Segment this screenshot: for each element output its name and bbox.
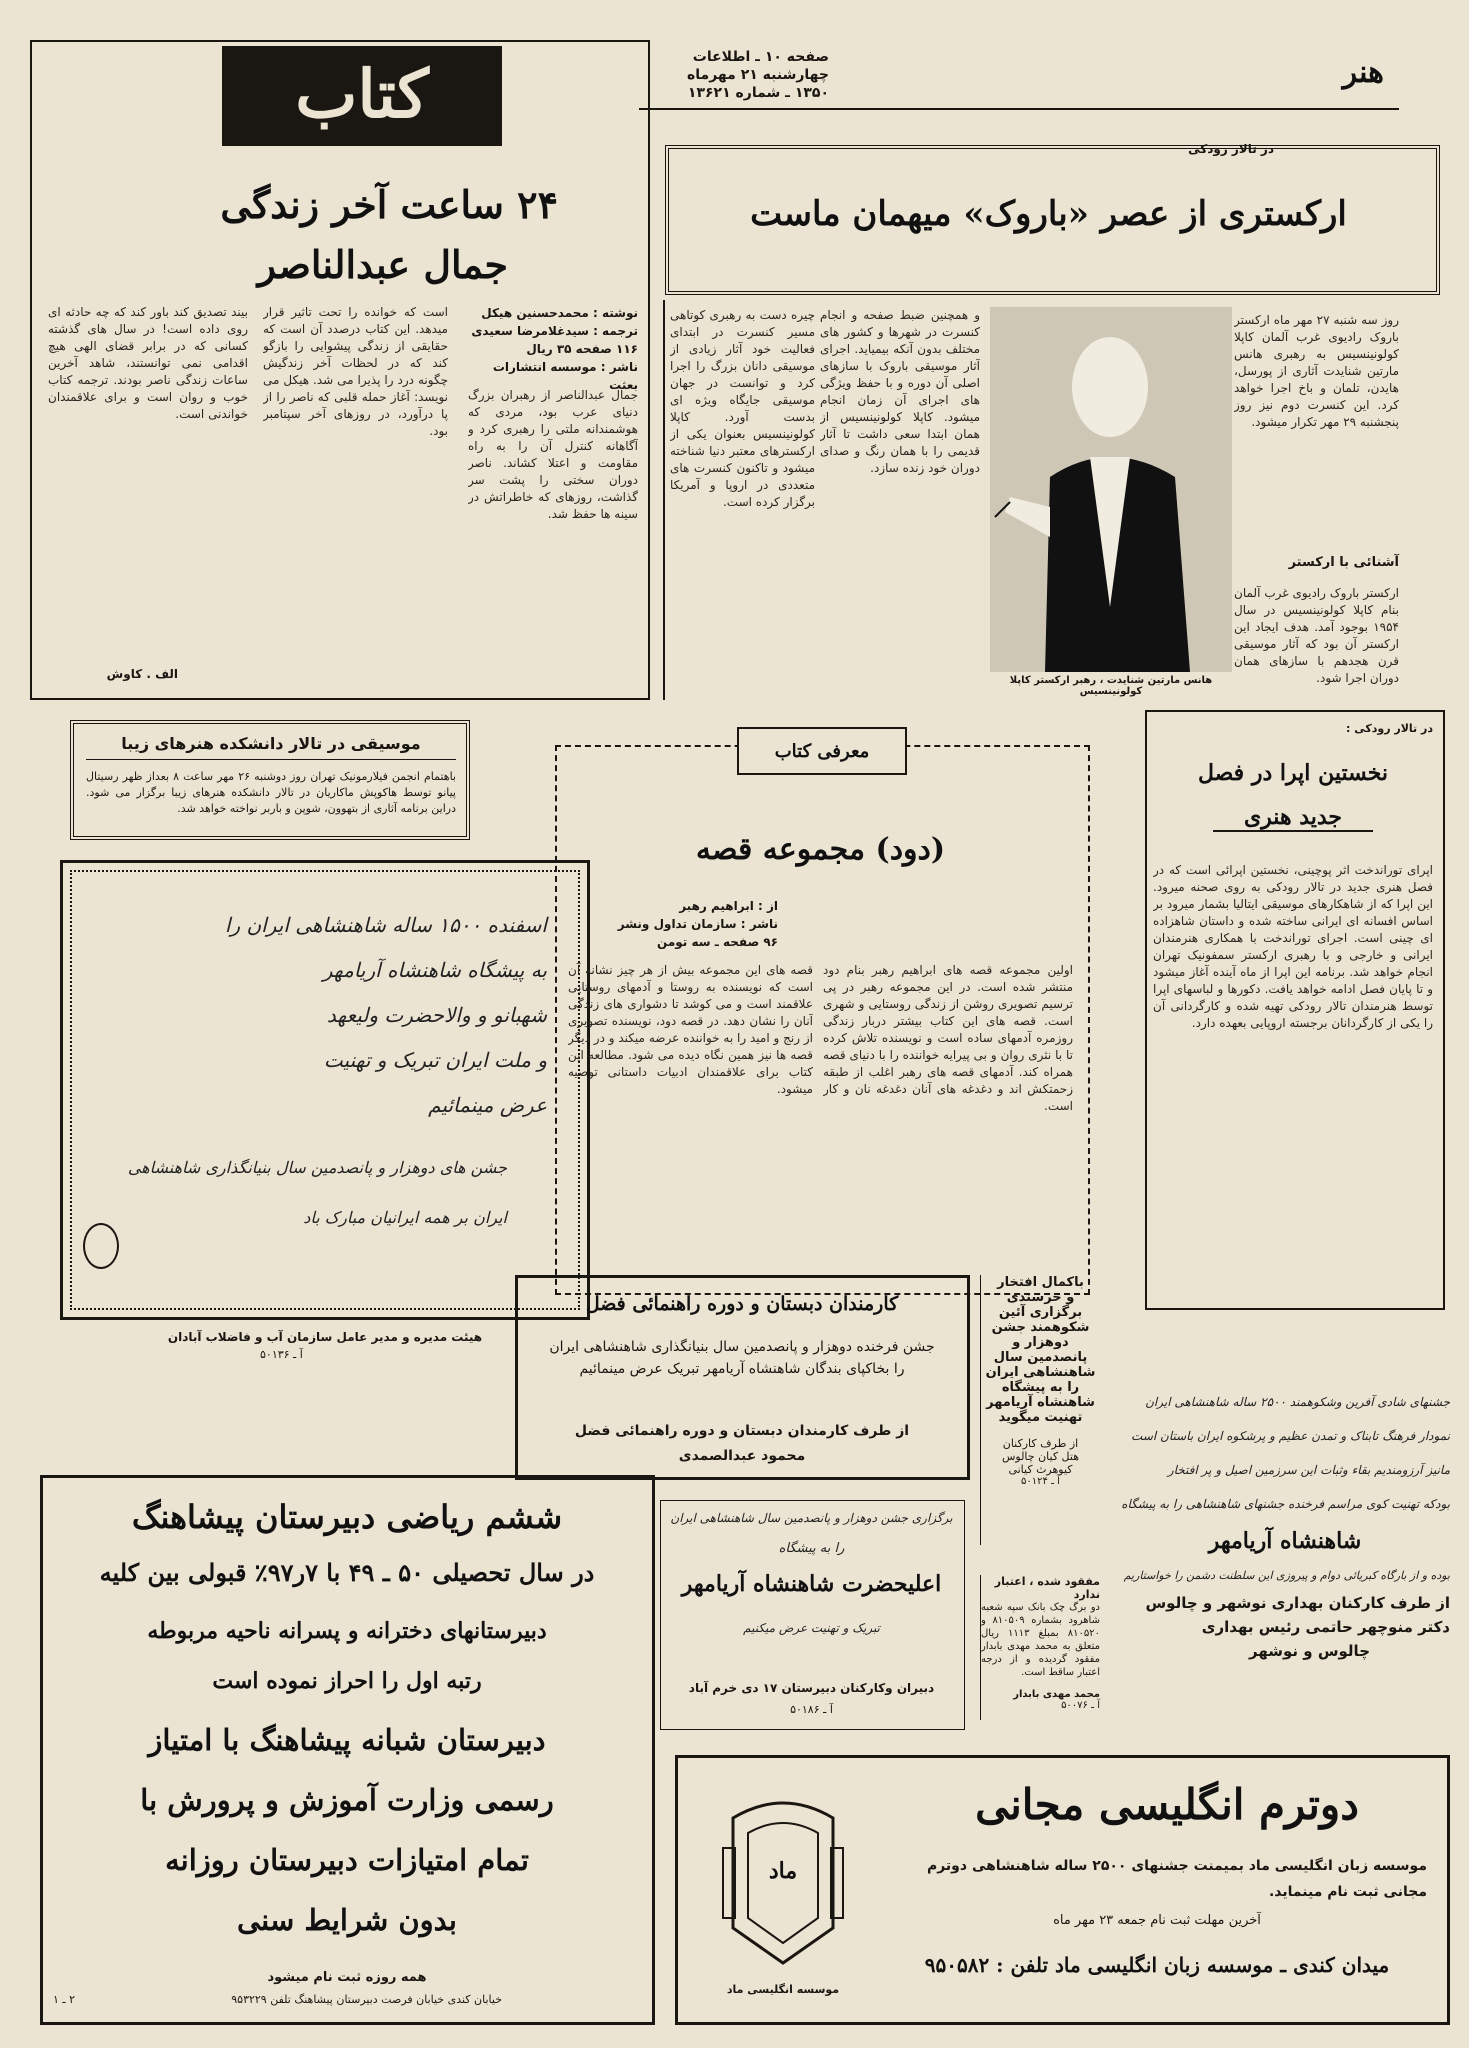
school-code: ۲ ـ ۱ [53, 1993, 76, 2006]
hotel-from-1: از طرف کارکنان [1002, 1437, 1079, 1450]
hotel-line-2: و خرسندی [1006, 1290, 1075, 1305]
hotel-line-1: باکمال افتخار [997, 1275, 1084, 1290]
congrats-code: آ ـ ۵۰۱۳۶ [260, 1348, 303, 1361]
issue-line: ۱۳۵۰ ـ شماره ۱۳۶۲۱ [687, 85, 829, 101]
first-opera-title-2: جدید هنری [1213, 804, 1373, 832]
baroque-col1b: ارکستر باروک رادیوی غرب آلمان بنام کاپلا کولونینسیس در سال ۱۹۵۴ بوجود آمد. هدف ایجاد این ارکستر آن بود که آثار موسیقی قرن هجدهم با سازهای همان دوران اجرا شود. [1234, 586, 1399, 685]
hotel-line-6: پانصدمین سال [993, 1350, 1088, 1365]
congrats-line-1: اسفنده ۱۵۰۰ ساله شاهنشاهی ایران را [224, 913, 547, 937]
school-signup: همه روزه ثبت نام میشود [267, 1970, 427, 1985]
section-title: هنر [1342, 55, 1384, 90]
hotel-from-3: کیوهرث کیانی [1008, 1463, 1073, 1476]
congrats-footer: هیئت مدیره و مدیر عامل سازمان آب و فاضلاب آبادان [167, 1330, 483, 1344]
congrats-line-7: ایران بر همه ایرانیان مبارک باد [303, 1208, 507, 1227]
teachers-from: از طرف کارمندان دبستان و دوره راهنمائی فضل [574, 1423, 910, 1439]
book-pages-price: ۱۱۶ صفحه ۳۵ ریال [526, 342, 638, 356]
school-address: خیابان کندی خیابان فرصت دبیرستان پیشاهنگ تلفن ۹۵۳۲۲۹ [231, 1993, 502, 2006]
congrats-line-4: و ملت ایران تبریک و تهنیت [323, 1048, 547, 1072]
book-title-2: جمال عبدالناصر [257, 242, 508, 287]
hotel-ad [980, 1275, 1100, 1545]
book-intro-box [555, 741, 1090, 1295]
english-body-2: مجانی ثبت نام مینماید. [1268, 1884, 1427, 1900]
teachers-title: کارمندان دبستان و دوره راهنمائی فضل [585, 1293, 899, 1315]
nowshahr-from: از طرف کارکنان بهداری نوشهر و چالوس [1145, 1594, 1450, 1612]
hotel-line-10: تهنیت میگوید [998, 1410, 1083, 1425]
school-title: ششم ریاضی دبیرستان پیشاهنگ [131, 1498, 563, 1536]
khorramabad-line-1: برگزاری جشن دوهزار و پانصدمین سال شاهنشاهی ایران [670, 1511, 953, 1525]
first-opera-box [1145, 710, 1445, 1310]
english-deadline: آخرین مهلت ثبت نام جمعه ۲۳ مهر ماه [1053, 1913, 1261, 1928]
baroque-title: ارکستری از عصر «باروک» میهمان ماست [750, 194, 1347, 234]
nowshahr-line-6: بوده و از بارگاه کبریائی دوام و پیروزی این سلطنت دشمن را خواستاریم [1123, 1569, 1450, 1582]
khorramabad-line-4: تبریک و تهنیت عرض میکنیم [743, 1621, 880, 1635]
baroque-subheading: آشنائی با ارکستر [1288, 555, 1399, 570]
mad-logo-letters: ماد [768, 1858, 798, 1884]
book-body-col3: بیند تصدیق کند باور کند که چه حادثه ای روی داده است! در سال های گذشته کسانی که در برابر قضای الهی هیچ اقدامی نمی توانستند، شاهد آخرین ساعات زندگی ناصر بودند. ترجمه کتاب خوب و روان است و برای علاقمندان خواندنی است. [48, 305, 248, 421]
nowshahr-doctor: دکتر منوچهر حاتمی رئیس بهداری [1201, 1618, 1450, 1636]
page-line: صفحه ۱۰ ـ اطلاعات [692, 49, 829, 65]
school-ad [40, 1475, 655, 2025]
teachers-name: محمود عبدالصمدی [678, 1448, 806, 1464]
congrats-line-2: به پیشگاه شاهنشاه آریامهر [322, 958, 547, 982]
school-line-3: دبیرستانهای دخترانه و پسرانه ناحیه مربوطه [147, 1618, 547, 1644]
nowshahr-place: چالوس و نوشهر [1249, 1642, 1370, 1660]
khorramabad-line-3: اعلیحضرت شاهنشاه آریامهر [681, 1571, 942, 1597]
conductor-image [990, 307, 1232, 672]
hotel-line-3: برگزاری آئین [998, 1305, 1083, 1320]
mad-logo [693, 1778, 873, 2008]
first-opera-body: اپرای توراندخت اثر پوچینی، نخستین اپرائی است که در فصل هنری جدید در تالار رودکی به روی صحنه میرود. این اپرا که از شاهکارهای موسیقی ایتالیا بشمار میرود بر اساس افسانه ای ایرانی ساخته شده و داستان شاهزاده ای چینی است. اجرای توراندخت با همکاری هنرمندان ایرانی و خارجی و با رهبری ارکستر سمفونیک تهران انجام خواهد شد. برنامه این اپرا از ماه آینده آغاز میشود و تا پایان فصل ادامه خواهد یافت. دکورها و لباسهای اپرا توسط هنرمندان تالار رودکی تهیه شده و کارگردانی آن را یکی از کارگردانان برجسته اروپایی بعهده دارد. [1153, 863, 1433, 1030]
book-intro-col2: قصه های این مجموعه بیش از هر چیز نشانه آن است که نویسنده به روستا و آدمهای روستایی علاقمند است و می کوشد تا دشواری های زندگی آنان را نشان دهد. در قصه دود، نویسنده تصویری از رنج و امید را به خواننده عرضه میکند و در دیگر قصه ها نیز همین نگاه دیده می شود. مطالعه این کتاب برای علاقمندان ادبیات داستانی توصیه میشود. [568, 963, 813, 1096]
book-intro-publisher: ناشر : سازمان تداول ونشر [617, 917, 778, 931]
hotel-line-5: دوهزار و [1012, 1335, 1069, 1350]
nowshahr-line-2: نمودار فرهنگ تابناک و تمدن عظیم و پرشکوه ایران باستان است [1131, 1429, 1450, 1443]
khorramabad-code: آ ـ ۵۰۱۸۶ [790, 1703, 833, 1716]
hotel-line-4: شکوهمند جشن [991, 1320, 1090, 1335]
congrats-line-3: شهبانو و والاحضرت ولیعهد [326, 1003, 547, 1027]
book-meta [468, 304, 638, 394]
date-line: چهارشنبه ۲۱ مهرماه [687, 67, 829, 83]
book-body-col1: جمال عبدالناصر از رهبران بزرگ دنیای عرب بود، مردی که هوشمندانه ملتی را رهبری کرد و آگاهانه کنترل آن را به راه مقاومت و اعتلا کشاند. ناصر دوران سختی را پشت سر گذاشت، روزهای که خاطراتش در سینه ها حفظ شد. [468, 388, 638, 521]
hotel-line-7: شاهنشاهی ایران [985, 1365, 1096, 1380]
hotel-from-2: هتل کیان چالوس [1001, 1450, 1080, 1463]
mad-logo-caption: موسسه انگلیسی ماد [726, 1983, 840, 1996]
khorramabad-footer: دبیران وکارکنان دبیرستان ۱۷ دی خرم آباد [688, 1681, 935, 1695]
school-line-2: در سال تحصیلی ۵۰ ـ ۴۹ با ۷ر۹۷٪ قبولی بین کلیه [99, 1558, 595, 1587]
baroque-col3: چیره دست به رهبری کوتاهی مسیر کنسرت در ابتدای فعالیت خود آثار زیادی از موسیقی دانان بزرگ را اجرا کرد و توانست در جهان موسیقی جایگاه ویژه ای بدست آورد. کاپلا کولونینسیس بعنوان یکی از ارکسترهای معتبر دنیا شناخته میشود و تاکنون کنسرت های متعددی در اروپا و آمریکا برگزار کرده است. [670, 308, 815, 509]
congrats-line-5: عرض مینمائیم [428, 1093, 547, 1117]
book-body-col2: است که خوانده را تحت تاثیر قرار میدهد. این کتاب درصدد آن است که حقایقی از زندگی پیشوایی را بازگو کند که در لحظات آخر زندگیش چگونه درد را پذیرا می شد. هیکل می نویسد: آغاز حمله قلبی که ناصر را از پا درآورد، در روزهای آخر سپتامبر بود. [263, 305, 448, 438]
nowshahr-ad [1120, 1385, 1450, 1725]
lost-name: محمد مهدی بابدار [1013, 1689, 1100, 1700]
book-signature: الف . کاوش [106, 667, 178, 681]
congrats-frame [60, 860, 590, 1320]
hotel-line-8: را به پیشگاه [1001, 1380, 1080, 1395]
lost-code: آ ـ ۵۰۰۷۶ [1061, 1700, 1100, 1711]
book-banner: کتاب [222, 46, 502, 146]
hotel-code: آ ـ ۵۰۱۲۴ [1021, 1476, 1060, 1487]
teachers-ad [515, 1275, 970, 1480]
book-intro-meta [578, 897, 778, 951]
book-publisher: ناشر : موسسه انتشارات بعثت [492, 360, 638, 392]
first-opera-label: در تالار رودکی : [1346, 722, 1433, 735]
book-intro-pages: ۹۶ صفحه ـ سه تومن [657, 935, 778, 949]
english-body-1: موسسه زبان انگلیسی ماد بمیمنت جشنهای ۲۵۰۰ ساله شاهنشاهی دوترم [926, 1858, 1427, 1874]
nowshahr-line-1: جشنهای شادی آفرین وشکوهمند ۲۵۰۰ ساله شاهنشاهی ایران [1145, 1395, 1450, 1409]
english-address-phone: میدان کندی ـ موسسه زبان انگلیسی ماد تلفن : ۹۵۰۵۸۲ [924, 1953, 1390, 1977]
lost-body: دو برگ چک بانک سپه شعبه شاهرود بشماره ۸۱۰۵۰۹ و ۸۱۰۵۲۰ بمبلغ ۱۱۱۳ ریال متعلق به محمد مهدی بابدار مفقود گردیده و از درجه اعتبار ساقط است. [981, 1602, 1100, 1678]
book-review-box [30, 40, 650, 700]
book-intro-col1: اولین مجموعه قصه های ابراهیم رهبر بنام دود منتشر شده است. در این مجموعه رهبر در پی ترسیم تصویری روشن از زندگی روستایی و شهری است. قصه های این کتاب بیشتر دربار زندگی روزمره آدمهای ساده است و نویسنده تلاش کرده تا با نثری روان و بی پیرایه خواننده را با دنیای قصه همراه کند. آدمهای قصه های رهبر اغلب از طبقه زحمتکش اند و دغدغه های آنان دغدغه نان و کار است. [823, 963, 1073, 1113]
music-hall-title: موسیقی در تالار دانشکده هنرهای زیبا [86, 734, 456, 760]
book-author: نوشته : محمدحسنین هیکل [481, 306, 638, 320]
book-intro-title: (دود) مجموعه قصه [695, 832, 946, 867]
nowshahr-line-4: بودکه تهنیت کوی مراسم فرخنده جشنهای شاهنشاهی را به پیشگاه [1121, 1497, 1450, 1511]
baroque-label: در تالار رودکی [1188, 142, 1274, 156]
baroque-title-box [665, 145, 1440, 295]
school-line-4: رتبه اول را احراز نموده است [212, 1668, 482, 1694]
school-line-6: رسمی وزارت آموزش و پرورش با [140, 1783, 554, 1817]
baroque-col2: و همچنین ضبط صفحه و انجام کنسرت در شهرها و کشور های مختلف بدون آنکه بیمیاید. اجرای آثار موسیقی باروک با سازهای اصلی آن دوره و با حفظ ویژگی های اجرای آن زمان انجام میشود. کاپلا کولونینسیس از همان ابتدا سعی داشت تا آثار قدیمی را با همان رنگ و صدای دوران خود زنده سازد. [820, 308, 980, 475]
school-line-8: بدون شرایط سنی [237, 1903, 457, 1937]
book-title-1: ۲۴ ساعت آخر زندگی [220, 182, 558, 227]
school-line-5: دبیرستان شبانه پیشاهنگ با امتیاز [148, 1723, 546, 1757]
music-hall-body: باهتمام انجمن فیلارمونیک تهران روز دوشنبه ۲۶ مهر ساعت ۸ بعداز ظهر رسیتال پیانو توسط هاکوپش ماکاریان در تالار دانشکده هنرهای زیبا برگزار می شود. دراین برنامه آثاری از بتهوون، شوپن و باربر نواخته خواهد شد. [86, 770, 456, 815]
book-intro-author: از : ابراهیم رهبر [679, 899, 778, 913]
teachers-body: جشن فرخنده دوهزار و پانصدمین سال بنیانگذاری شاهنشاهی ایران را بخاکپای بندگان شاهنشاه آریامهر تبریک عرض مینمائیم [549, 1339, 935, 1377]
school-line-7: تمام امتیازات دبیرستان روزانه [165, 1843, 529, 1877]
conductor-photo [990, 307, 1232, 672]
seal-emblem [83, 1223, 119, 1269]
nowshahr-line-3: مانیز آرزومندیم بقاء وثبات این سرزمین اصیل و پر افتخار [1167, 1463, 1450, 1477]
khorramabad-line-2: را به پیشگاه [778, 1541, 845, 1556]
music-hall-box [70, 720, 470, 840]
baroque-col1: روز سه شنبه ۲۷ مهر ماه ارکستر باروک رادیوی غرب آلمان کاپلا کولونینسیس به رهبری هانس مارتین شنایدت آثاری از پورسل، هایدن، تلمان و باخ اجرا خواهد کرد. این کنسرت دوم نیز روز پنجشنبه ۲۹ مهر تکرار میشود. [1234, 313, 1399, 429]
khorramabad-ad [660, 1500, 965, 1730]
english-title: دوترم انگلیسی مجانی [975, 1780, 1359, 1829]
nowshahr-line-5: شاهنشاه آریامهر [1208, 1528, 1362, 1554]
book-intro-banner: معرفی کتاب [737, 727, 907, 775]
masthead-info [659, 48, 829, 102]
lost-title: مفقود شده ، اعتبار ندارد [994, 1575, 1100, 1601]
hotel-line-9: شاهنشاه آریامهر [986, 1395, 1095, 1410]
english-ad [675, 1755, 1450, 2025]
first-opera-title-1: نخستین اپرا در فصل [1197, 760, 1389, 786]
congrats-line-6: جشن های دوهزار و پانصدمین سال بنیانگذاری شاهنشاهی [127, 1158, 507, 1177]
photo-caption: هانس مارتین شنایدت ، رهبر ارکستر کاپلا کولونینسیس [1009, 675, 1213, 697]
lost-notice [980, 1575, 1100, 1720]
book-translator: ترجمه : سیدغلامرضا سعیدی [471, 324, 638, 338]
